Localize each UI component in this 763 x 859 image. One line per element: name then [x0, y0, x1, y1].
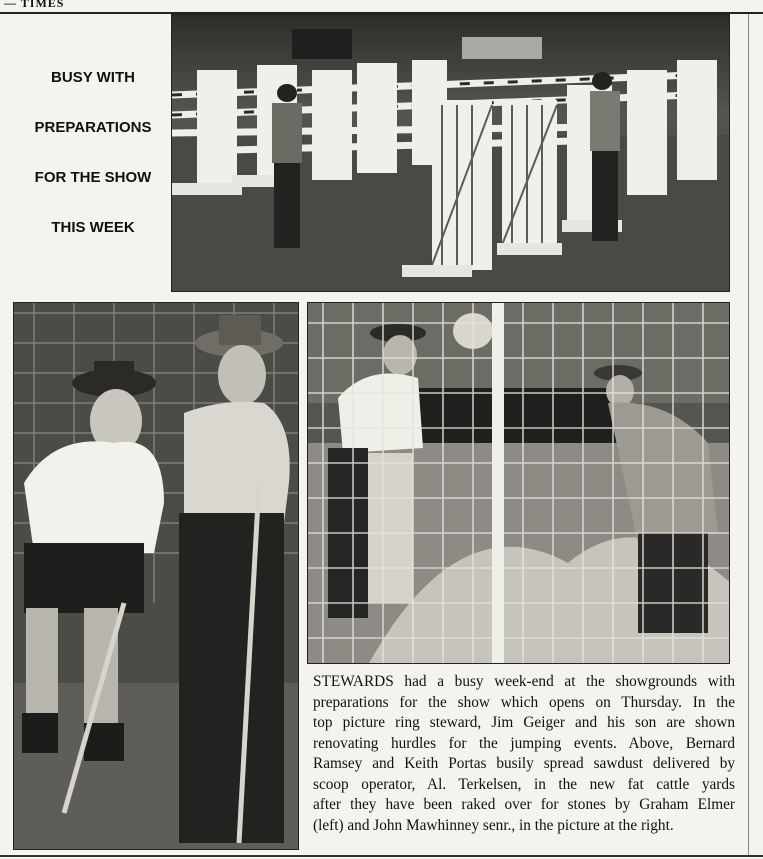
caption-line: Ramsey and Keith Portas busily spread sawdust delivered by: [313, 755, 735, 772]
page-bottom-rule: [0, 855, 763, 857]
caption-line: after they have been raked over for stones by Graham Elmer: [313, 796, 735, 813]
caption-line: preparations for the show which opens on Thursday. In the: [313, 693, 735, 711]
caption-line: top picture ring steward, Jim Geiger and his son are shown: [313, 714, 735, 731]
headline-line-3: FOR THE SHOW: [34, 169, 152, 186]
photo-caption: [313, 672, 735, 836]
hurdles-photo: [171, 14, 730, 292]
caption-line: renovating hurdles for the jumping events. Above, Bernard: [313, 734, 735, 752]
headline-line-2: PREPARATIONS: [34, 119, 152, 136]
caption-line: STEWARDS had a busy week-end at the showgrounds with: [313, 673, 735, 690]
headline-line-4: THIS WEEK: [51, 219, 135, 236]
cattle-yard-photo-image: [308, 303, 730, 664]
raking-photo-image: [14, 303, 299, 850]
column-rule: [748, 14, 749, 856]
cattle-yard-photo: [307, 302, 730, 664]
caption-line: scoop operator, Al. Terkelsen, in the new fat cattle yards: [313, 775, 735, 793]
headline: [20, 70, 166, 270]
page-top-rule: [0, 0, 763, 14]
running-head: — TIMES: [4, 0, 65, 10]
raking-photo: [13, 302, 299, 850]
caption-line: (left) and John Mawhinney senr., in the picture at the right.: [313, 816, 674, 834]
hurdles-photo-image: [172, 15, 730, 292]
headline-line-1: BUSY WITH: [51, 69, 135, 86]
